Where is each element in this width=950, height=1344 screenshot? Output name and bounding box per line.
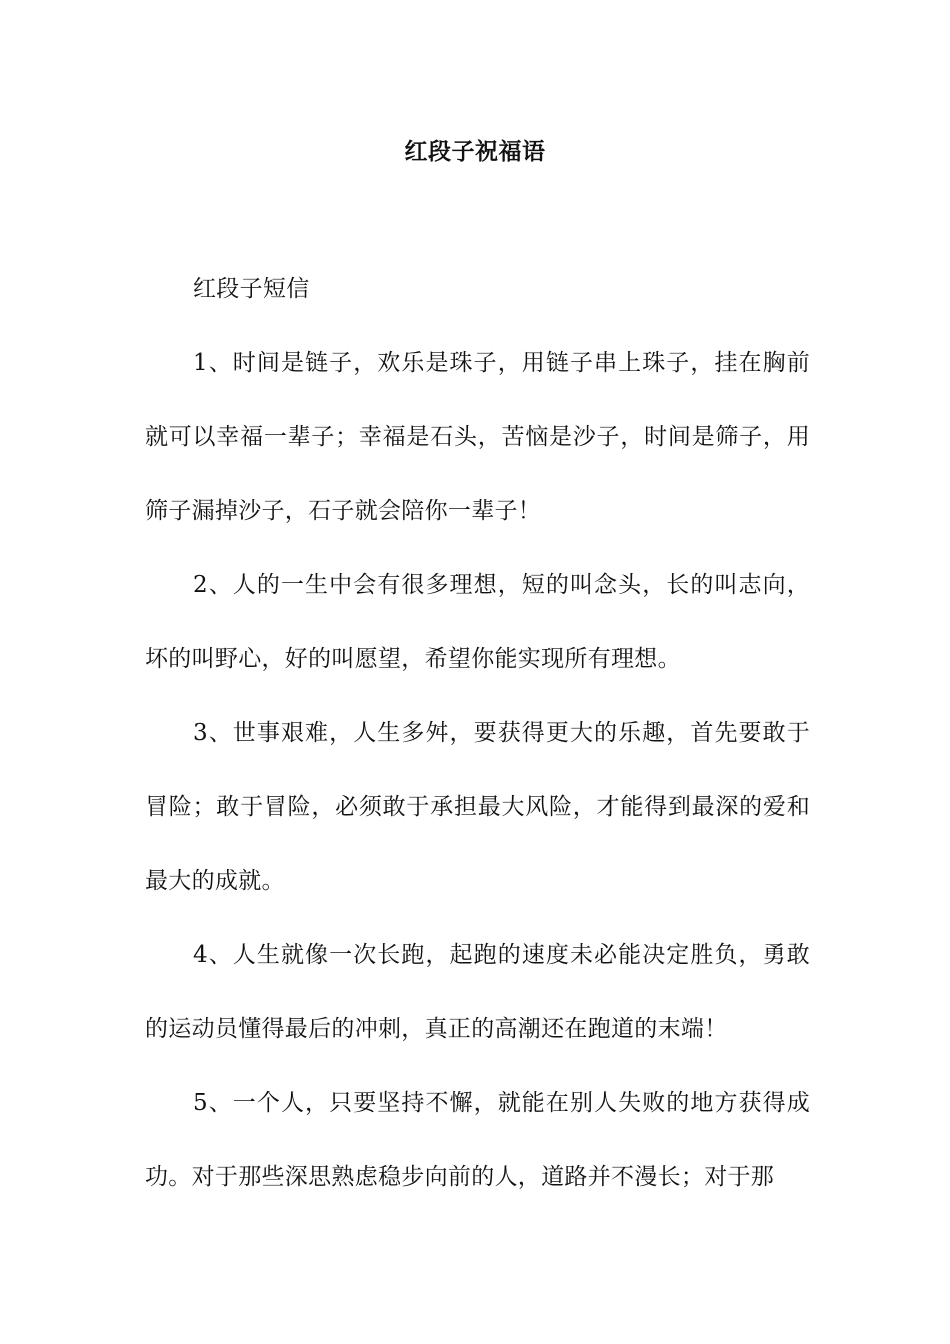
paragraph-1: 1、时间是链子，欢乐是珠子，用链子串上珠子，挂在胸前就可以幸福一辈子；幸福是石头，苦恼是沙子，时间是筛子，用筛子漏掉沙子，石子就会陪你一辈子！ [145,350,810,524]
document-body [145,252,810,1214]
paragraph-4: 4、人生就像一次长跑，起跑的速度未必能决定胜负，勇敢的运动员懂得最后的冲刺，真正的高潮还在跑道的末端！ [145,942,810,1042]
document-title: 红段子祝福语 [404,138,546,165]
paragraph-3: 3、世事艰难，人生多舛，要获得更大的乐趣，首先要敢于冒险；敢于冒险，必须敢于承担最大风险，才能得到最深的爱和最大的成就。 [145,720,810,894]
paragraph-5: 5、一个人，只要坚持不懈，就能在别人失败的地方获得成功。对于那些深思熟虑稳步向前的人，道路并不漫长；对于那 [145,1090,810,1190]
paragraph-2: 2、人的一生中会有很多理想，短的叫念头，长的叫志向，坏的叫野心，好的叫愿望，希望你能实现所有理想。 [145,572,810,672]
subheading-paragraph: 红段子短信 [193,276,310,302]
